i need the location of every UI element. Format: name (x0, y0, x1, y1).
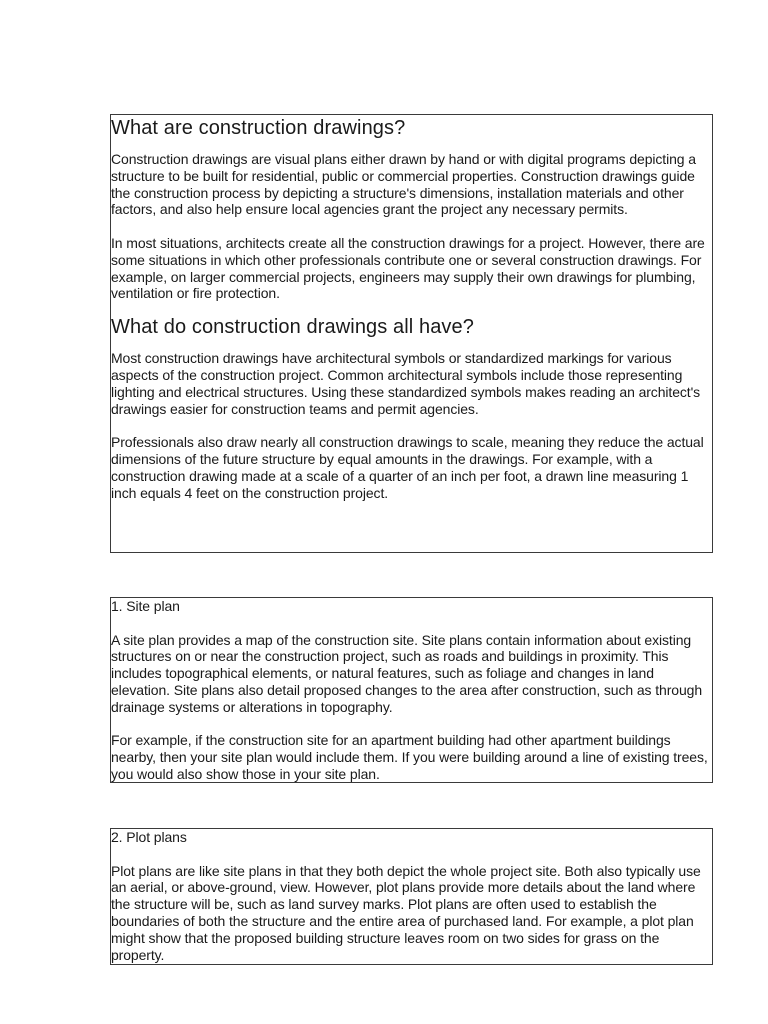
paragraph: A site plan provides a map of the construction site. Site plans contain information about existing structures on or near the construction project, such as roads and buildings in proximity. This includes topographical elements, or natural features, such as foliage and changes in land elevation. Site plans also detail proposed changes to the area after construction, such as through drainage systems or alterations in topography. (111, 631, 703, 715)
paragraph: For example, if the construction site for an apartment building had other apartment buildings nearby, then your site plan would include them. If you were building around a line of existing trees, you would also show those in your site plan. (111, 732, 708, 782)
paragraph: Construction drawings are visual plans either drawn by hand or with digital programs depicting a structure to be built for residential, public or commercial properties. Construction drawings guide the construction process by depicting a structure's dimensions, installation materials and other factors, and also help ensure local agencies grant the project any necessary permits. (111, 151, 696, 218)
section-heading: What are construction drawings? (111, 117, 406, 139)
site-plan-section (110, 597, 713, 783)
section-title: 2. Plot plans (111, 829, 187, 845)
plot-plans-section (110, 828, 713, 965)
construction-drawings-section (110, 114, 713, 553)
paragraph: In most situations, architects create all the construction drawings for a project. However, there are some situations in which other professionals contribute one or several construction drawings. For example, on larger commercial projects, engineers may supply their own drawings for plumbing, ventilation or fire protection. (111, 234, 705, 302)
paragraph: Plot plans are like site plans in that they both depict the whole project site. Both also typically use an aerial, or above-ground, view. However, plot plans provide more details about the land where the structure will be, such as land survey marks. Plot plans are often used to establish the boundaries of both the structure and the entire area of purchased land. For example, a plot plan might show that the proposed building structure leaves room on two sides for grass on the property. (111, 862, 701, 963)
section-heading: What do construction drawings all have? (111, 316, 474, 339)
paragraph: Professionals also draw nearly all construction drawings to scale, meaning they reduce the actual dimensions of the future structure by equal amounts in the drawings. For example, with a construction drawing made at a scale of a quarter of an inch per foot, a drawn line measuring 1 inch equals 4 feet on the construction project. (111, 434, 704, 501)
section-title: 1. Site plan (111, 598, 180, 614)
paragraph: Most construction drawings have architectural symbols or standardized markings for various aspects of the construction project. Common architectural symbols include those representing lighting and electrical structures. Using these standardized symbols makes reading an architect's drawings easier for construction teams and permit agencies. (111, 350, 701, 417)
